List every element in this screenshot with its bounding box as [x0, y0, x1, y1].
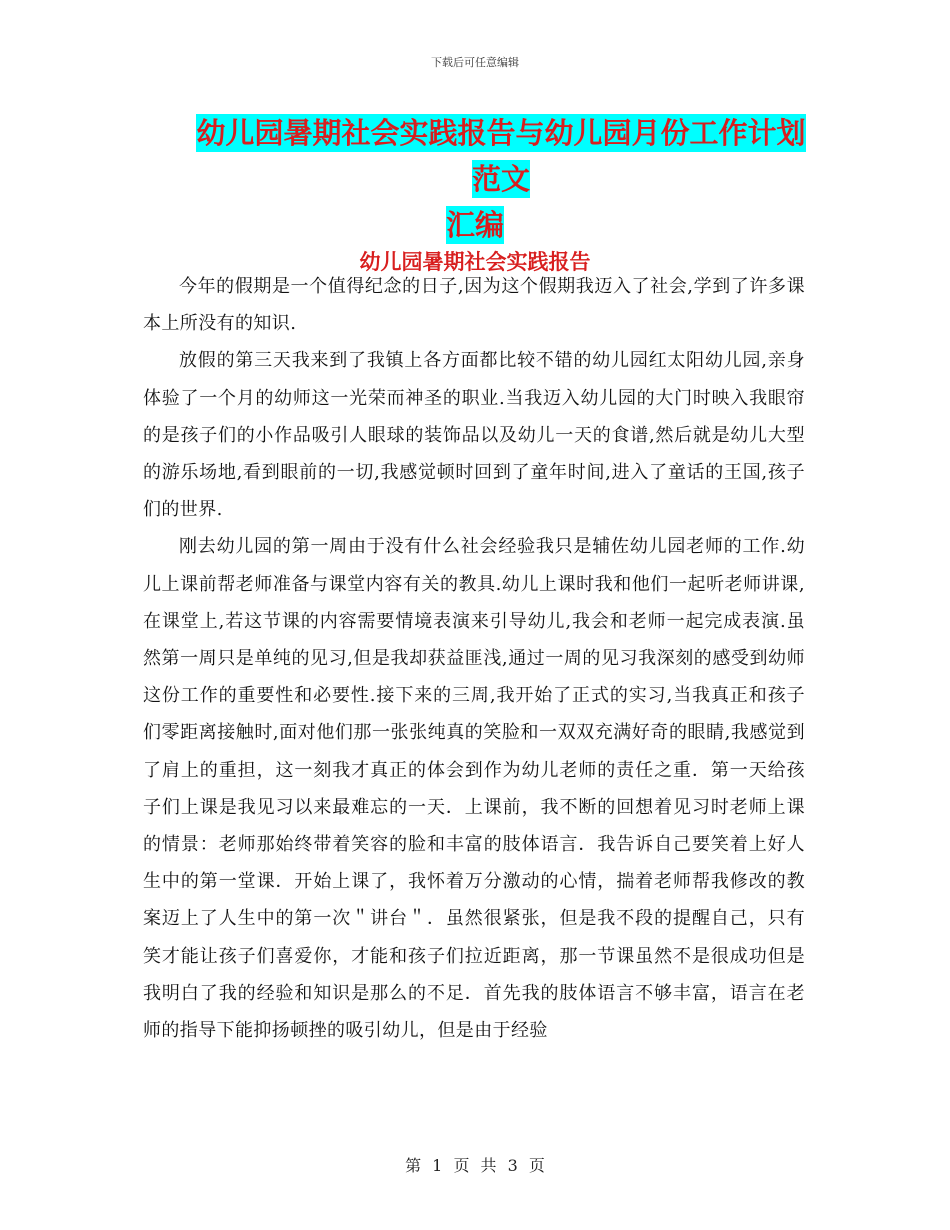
paragraph: 刚去幼儿园的第一周由于没有什么社会经验我只是辅佐幼儿园老师的工作.幼儿上课前帮老师准备与课堂内容有关的教具.幼儿上课时我和他们一起听老师讲课,在课堂上,若这节课的内容需要情境表演来引导幼儿,我会和老师一起完成表演.虽然第一周只是单纯的见习,但是我却获益匪浅,通过一周的见习我深刻的感受到幼师这份工作的重要性和必要性.接下来的三周,我开始了正式的实习,当我真正和孩子们零距离接触时,面对他们那一张张纯真的笑脸和一双双充满好奇的眼睛,我感觉到了肩上的重担，这一刻我才真正的体会到作为幼儿老师的责任之重．第一天给孩子们上课是我见习以来最难忘的一天．上课前，我不断的回想着见习时老师上课的情景：老师那始终带着笑容的脸和丰富的肢体语言．我告诉自己要笑着上好人生中的第一堂课．开始上课了，我怀着万分激动的心情，揣着老师帮我修改的教案迈上了人生中的第一次＂讲台＂．虽然很紧张，但是我不段的提醒自己，只有笑才能让孩子们喜爱你，才能和孩子们拉近距离，那一节课虽然不是很成功但是我明白了我的经验和知识是那么的不足．首先我的肢体语言不够丰富，语言在老师的指导下能抑扬顿挫的吸引幼儿，但是由于经验	[143, 536, 805, 1042]
title-highlight-1: 幼儿园暑期社会实践报告与幼儿园月份工作计划范文	[196, 116, 806, 196]
document-title-line-1	[140, 110, 810, 202]
page-header-note: 下载后可任意编辑	[431, 56, 519, 69]
page-number-footer: 第 1 页 共 3 页	[405, 1156, 545, 1175]
title-highlight-2: 汇编	[445, 208, 504, 242]
section-title: 幼儿园暑期社会实践报告	[359, 250, 591, 274]
document-body	[143, 268, 805, 1049]
document-title	[140, 110, 810, 248]
paragraph: 放假的第三天我来到了我镇上各方面都比较不错的幼儿园红太阳幼儿园,亲身体验了一个月的幼师这一光荣而神圣的职业.当我迈入幼儿园的大门时映入我眼帘的是孩子们的小作品吸引人眼球的装饰品以及幼儿一天的食谱,然后就是幼儿大型的游乐场地,看到眼前的一切,我感觉顿时回到了童年时间,进入了童话的王国,孩子们的世界.	[143, 350, 805, 521]
document-title-line-2	[140, 202, 810, 248]
paragraph: 今年的假期是一个值得纪念的日子,因为这个假期我迈入了社会,学到了许多课本上所没有的知识.	[143, 276, 805, 335]
